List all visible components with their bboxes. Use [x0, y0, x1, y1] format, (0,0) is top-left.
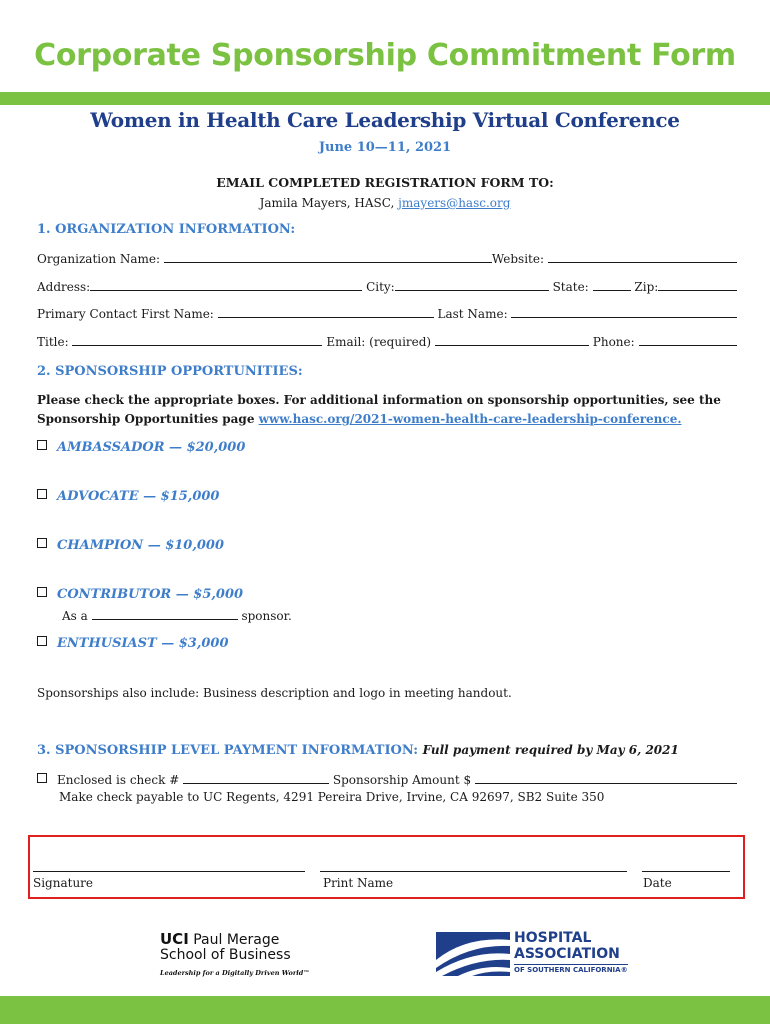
- sponsorship-section-heading: 2. SPONSORSHIP OPPORTUNITIES:: [37, 364, 303, 379]
- ambassador-checkbox[interactable]: [37, 440, 47, 450]
- sponsor-label: sponsor.: [241, 609, 292, 623]
- first-name-label: Primary Contact First Name:: [37, 307, 214, 321]
- conference-dates: June 10—11, 2021: [318, 140, 452, 155]
- option-advocate[interactable]: [37, 489, 219, 504]
- link-suffix: .: [677, 412, 682, 426]
- uci-logo-line-2: School of Business: [160, 947, 291, 963]
- champion-checkbox[interactable]: [37, 538, 47, 548]
- date-line[interactable]: [642, 871, 730, 872]
- last-name-field[interactable]: [511, 307, 737, 318]
- title-label: Title:: [37, 335, 69, 349]
- payable-note: Make check payable to UC Regents, 4291 Pereira Drive, Irvine, CA 92697, SB2 Suite 350: [59, 790, 605, 804]
- address-field[interactable]: [90, 280, 362, 291]
- contact-name: Jamila Mayers, HASC,: [259, 196, 395, 210]
- print-name-line[interactable]: [320, 871, 627, 872]
- website-label: Website:: [491, 252, 544, 266]
- option-champion[interactable]: [37, 538, 224, 553]
- title-field[interactable]: [72, 335, 322, 346]
- org-name-label: Organization Name:: [37, 252, 161, 266]
- email-field[interactable]: [435, 335, 589, 346]
- date-label: Date: [643, 876, 672, 890]
- state-field[interactable]: [593, 280, 631, 291]
- phone-field[interactable]: [639, 335, 738, 346]
- check-label: Enclosed is check #: [57, 773, 180, 787]
- form-title: Corporate Sponsorship Commitment Form: [34, 38, 736, 73]
- address-row: [37, 280, 737, 294]
- sponsorship-link[interactable]: www.hasc.org/2021-women-health-care-leadership-conference: [258, 412, 678, 426]
- payment-heading-text: 3. SPONSORSHIP LEVEL PAYMENT INFORMATION:: [37, 743, 419, 758]
- instruction-prefix: Sponsorship Opportunities page: [37, 412, 255, 426]
- conference-title: Women in Health Care Leadership Virtual Conference: [90, 108, 680, 132]
- contact-email-link[interactable]: jmayers@hasc.org: [398, 196, 511, 210]
- hasc-emblem-icon: [436, 930, 510, 978]
- website-field[interactable]: [548, 252, 737, 263]
- as-a-label: As a: [62, 609, 88, 623]
- org-section-heading: 1. ORGANIZATION INFORMATION:: [37, 222, 296, 237]
- hasc-logo-line-3: OF SOUTHERN CALIFORNIA®: [514, 966, 628, 974]
- title-email-row: [37, 335, 737, 349]
- sponsorship-instructions: [37, 391, 737, 429]
- contributor-label: CONTRIBUTOR — $5,000: [57, 587, 244, 602]
- hasc-logo-line-2: ASSOCIATION: [514, 946, 620, 962]
- address-label: Address:: [37, 280, 91, 294]
- ambassador-label: AMBASSADOR — $20,000: [57, 440, 246, 455]
- advocate-checkbox[interactable]: [37, 489, 47, 499]
- enthusiast-label: ENTHUSIAST — $3,000: [57, 636, 229, 651]
- as-a-sponsor-row: [62, 609, 292, 623]
- enthusiast-checkbox[interactable]: [37, 636, 47, 646]
- contact-line: [0, 196, 770, 210]
- option-ambassador[interactable]: [37, 440, 245, 455]
- phone-label: Phone:: [592, 335, 635, 349]
- signature-line[interactable]: [33, 871, 305, 872]
- email-heading: EMAIL COMPLETED REGISTRATION FORM TO:: [216, 175, 554, 190]
- champion-label: CHAMPION — $10,000: [57, 538, 225, 553]
- instruction-line-2: [37, 410, 737, 429]
- signature-label: Signature: [33, 876, 94, 890]
- city-field[interactable]: [395, 280, 549, 291]
- contributor-checkbox[interactable]: [37, 587, 47, 597]
- org-name-field[interactable]: [164, 252, 492, 263]
- email-label: Email: (required): [326, 335, 432, 349]
- uci-logo-tagline: Leadership for a Digitally Driven World™: [160, 969, 310, 977]
- amount-label: Sponsorship Amount $: [332, 773, 472, 787]
- check-enclosed-checkbox[interactable]: [37, 773, 47, 783]
- check-number-field[interactable]: [183, 773, 329, 784]
- instruction-line-1: Please check the appropriate boxes. For additional information on sponsorship opportunities, see the: [37, 393, 721, 407]
- amount-field[interactable]: [475, 773, 737, 784]
- header-green-bar: [0, 92, 770, 105]
- zip-field[interactable]: [658, 280, 737, 291]
- payment-due-note: Full payment required by May 6, 2021: [422, 743, 679, 757]
- footer-green-bar: [0, 996, 770, 1024]
- sponsor-name-field[interactable]: [92, 609, 238, 620]
- last-name-label: Last Name:: [437, 307, 508, 321]
- first-name-field[interactable]: [218, 307, 434, 318]
- includes-note: Sponsorships also include: Business description and logo in meeting handout.: [37, 686, 512, 700]
- uci-logo-line-1: [160, 930, 310, 948]
- city-label: City:: [366, 280, 395, 294]
- advocate-label: ADVOCATE — $15,000: [57, 489, 220, 504]
- org-name-row: [37, 252, 737, 266]
- hasc-logo-line-1: HOSPITAL: [514, 930, 592, 946]
- option-enthusiast[interactable]: [37, 636, 229, 651]
- payment-section-heading: [37, 743, 679, 758]
- uci-logo-bold: UCI: [160, 930, 189, 948]
- zip-label: Zip:: [634, 280, 659, 294]
- hasc-logo-text: [514, 931, 628, 974]
- uci-logo: [160, 930, 310, 977]
- check-row: [37, 773, 737, 787]
- uci-logo-name: Paul Merage: [193, 932, 280, 948]
- print-name-label: Print Name: [323, 876, 394, 890]
- option-contributor[interactable]: [37, 587, 243, 602]
- state-label: State:: [552, 280, 589, 294]
- contact-name-row: [37, 307, 737, 321]
